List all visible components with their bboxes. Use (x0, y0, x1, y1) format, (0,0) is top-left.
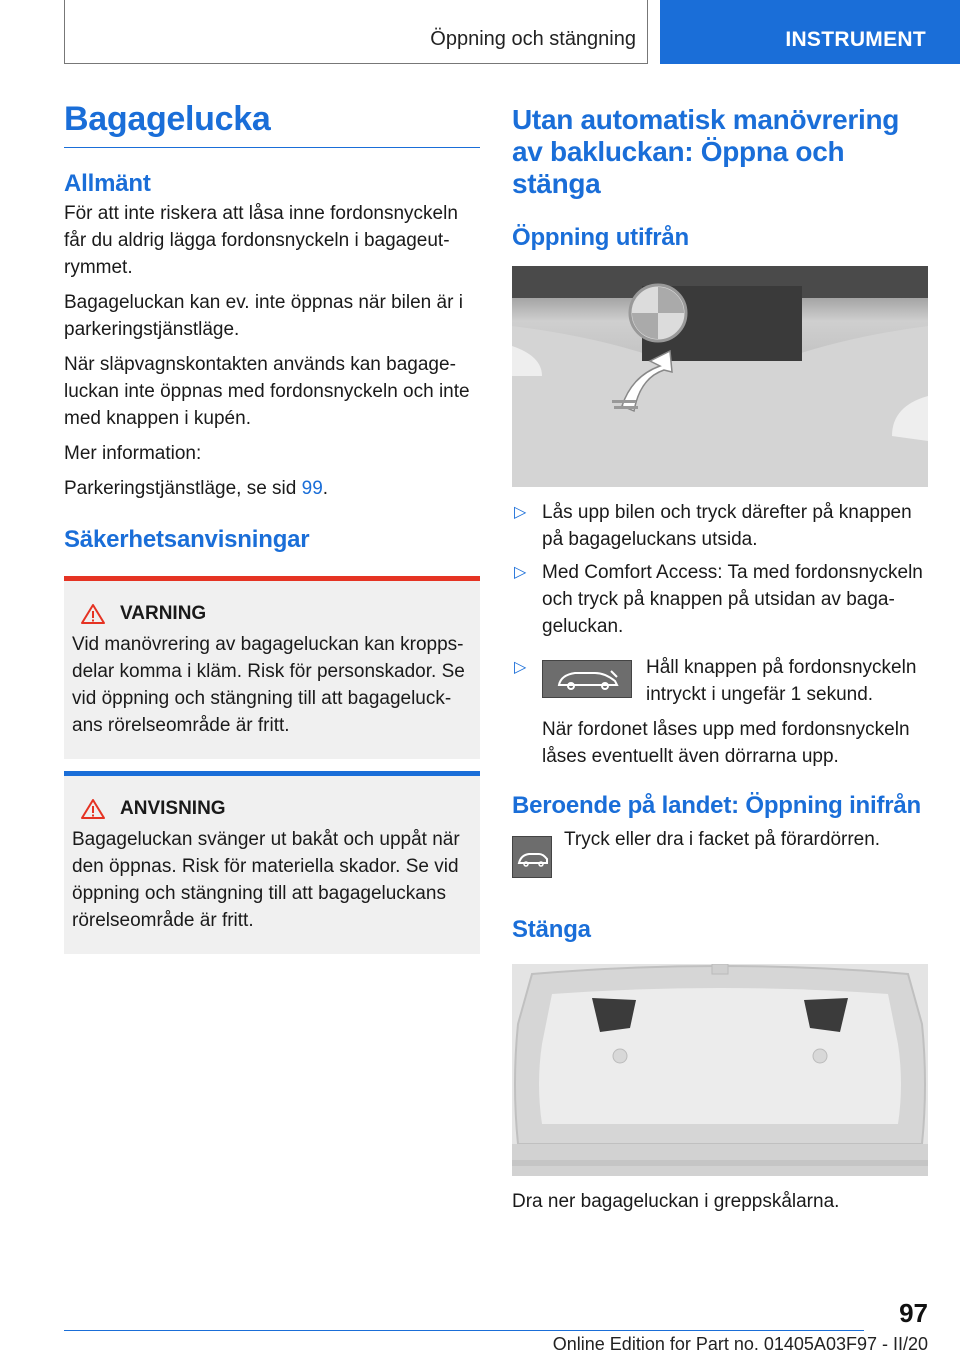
chapter-tab[interactable] (660, 0, 960, 64)
warning-box (64, 576, 480, 759)
right-column (512, 100, 928, 1215)
country-text: Tryck eller dra i facket på förardörren. (564, 829, 881, 850)
notice-box (64, 771, 480, 954)
section-heading: Utan automatisk manövrering av bakluckan: Öppna och stänga (512, 104, 900, 199)
reference-text: Parkeringstjänstläge, se sid (64, 478, 302, 499)
chapter-tab-label: INSTRUMENT (785, 28, 926, 51)
country-step (512, 826, 928, 878)
open-outside-heading: Öppning utifrån (512, 224, 689, 251)
warning-header (80, 603, 472, 625)
safety-heading: Säkerhetsanvisningar (64, 526, 310, 553)
trunk-button-photo (512, 266, 928, 487)
open-outside-steps (512, 499, 928, 708)
reference-period: . (322, 478, 329, 499)
notice-label: ANVISNING (120, 798, 226, 819)
general-paragraph-2: Bagageluckan kan ev. inte öppnas när bilen är i parkeringstjänstläge. (64, 292, 463, 340)
page-title: Bagagelucka (64, 100, 480, 148)
general-paragraph-1: För att inte riskera att låsa inne fordonsnyckeln får du aldrig lägga fordonsnyckeln i bagageutrymmet. (64, 203, 458, 278)
page-number: 97 (899, 1298, 928, 1328)
trunk-closing-photo (512, 964, 928, 1176)
warning-label: VARNING (120, 603, 207, 624)
list-item: ▷ Med Comfort Access: Ta med fordonsnyckeln och tryck på knappen på utsidan av bagageluckan. (512, 559, 928, 640)
general-paragraph-3: När släpvagnskontakten används kan bagageluckan inte öppnas med fordonsnyckeln och inte med knappen i kupén. (64, 354, 470, 429)
notice-text: Bagageluckan svänger ut bakåt och uppåt när den öppnas. Risk för materiella skador. Se vid öppning och stängning till att bagageluckans rörelseområde är fritt. (72, 829, 460, 931)
trunk-interior-illustration (512, 964, 928, 1176)
bullet-triangle-icon: ▷ (514, 659, 527, 676)
general-paragraph-5 (64, 475, 480, 502)
trunk-key-icon (542, 660, 632, 698)
list-item: ▷ Håll knappen på fordonsnyckeln intryckt i ungefär 1 sekund. (512, 654, 928, 708)
notice-header (80, 798, 472, 820)
page-link-99[interactable]: 99 (301, 478, 323, 499)
close-caption: Dra ner bagageluckan i greppskålarna. (512, 1191, 840, 1212)
bullet-triangle-icon: ▷ (514, 504, 527, 521)
general-paragraph-4: Mer information: (64, 443, 202, 464)
footer-divider (64, 1330, 864, 1331)
footer-edition: Online Edition for Part no. 01405A03F97 - II/20 (552, 1334, 928, 1354)
warning-triangle-icon (80, 603, 106, 625)
trunk-exterior-illustration (512, 266, 928, 487)
close-heading: Stänga (512, 916, 591, 943)
general-heading: Allmänt (64, 170, 151, 197)
trunk-interior-icon (512, 836, 552, 878)
caution-triangle-icon (80, 798, 106, 820)
country-heading: Beroende på landet: Öppning inifrån (512, 792, 922, 819)
warning-text: Vid manövrering av bagageluckan kan kroppsdelar komma i kläm. Risk för personskador. Se vid öppning och stängning till att bagageluckans rörelseområde är fritt. (72, 634, 465, 736)
section-title: Öppning och stängning (430, 28, 636, 50)
list-item: ▷ Lås upp bilen och tryck därefter på knappen på bagageluckans utsida. (512, 499, 928, 553)
left-column (64, 100, 480, 954)
bullet-triangle-icon: ▷ (514, 564, 527, 581)
key-unlock-note: När fordonet låses upp med fordonsnyckeln låses eventuellt även dörrarna upp. (542, 719, 910, 767)
